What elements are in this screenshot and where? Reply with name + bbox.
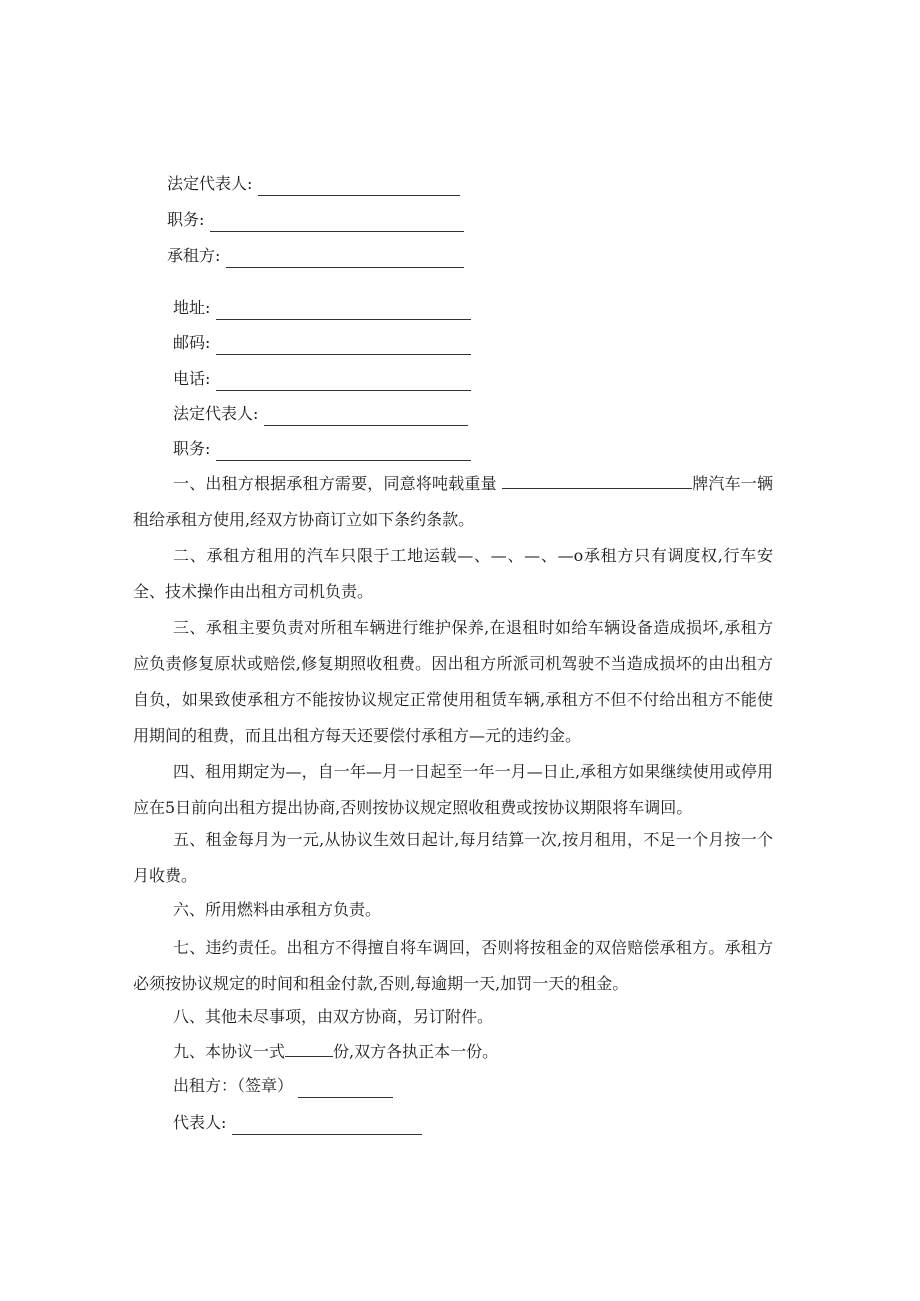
- lessee-field: [167, 244, 464, 268]
- lessor-legal-rep-field: [167, 172, 460, 196]
- copies-blank[interactable]: [285, 1038, 333, 1057]
- lessee-label: 承租方:: [167, 246, 221, 265]
- clause-1-text-b: 牌汽车一辆租给承租方使用,经双方协商订立如下条约条款。: [133, 474, 773, 529]
- position-label: 职务:: [167, 210, 205, 229]
- clause-7: 七、违约责任。出租方不得擅自将车调回，否则将按租金的双倍赔偿承租方。承租方必须按协议规定的时间和租金付款,否则,每逾期一天,加罚一天的租金。: [133, 938, 773, 993]
- lessee-position-field: [173, 437, 471, 461]
- clause-8: 八、其他未尽事项，由双方协商，另订附件。: [173, 1007, 494, 1026]
- legal-rep-blank[interactable]: [258, 177, 460, 196]
- address-blank[interactable]: [216, 301, 471, 320]
- lessor-signature-label: 出租方：（签章）: [173, 1076, 294, 1095]
- clause-9: [133, 1034, 773, 1070]
- tonnage-blank[interactable]: [502, 470, 692, 489]
- address-field: [173, 296, 471, 320]
- representative-field: [173, 1111, 422, 1135]
- clause-1: [133, 466, 773, 538]
- phone-field: [173, 367, 471, 391]
- postcode-field: [173, 331, 471, 355]
- lessee-position-label: 职务:: [173, 439, 211, 458]
- postcode-blank[interactable]: [216, 336, 471, 355]
- lessor-signature-field: [173, 1074, 393, 1098]
- lessee-position-blank[interactable]: [216, 442, 471, 461]
- clause-1-text-a: 一、出租方根据承租方需要，同意将吨载重量: [173, 474, 497, 493]
- lessee-legal-rep-blank[interactable]: [264, 407, 468, 426]
- legal-rep-label: 法定代表人:: [167, 174, 253, 193]
- clause-6: 六、所用燃料由承租方负责。: [173, 900, 382, 919]
- lessee-legal-rep-label: 法定代表人:: [173, 404, 259, 423]
- lessee-blank[interactable]: [226, 249, 464, 268]
- clause-3: 三、承租主要负责对所租车辆进行维护保养,在退租时如给车辆设备造成损坏,承租方应负责修复原状或赔偿,修复期照收租费。因出租方所派司机驾驶不当造成损坏的由出租方自负，如果致使承租方不能按协议规定正常使用租赁车辆,承租方不但不付给出租方不能使用期间的租费，而且出租方每天还要偿付承租方—元的违约金。: [133, 618, 773, 745]
- clause-4: 四、租用期定为—，自一年—月一日起至一年一月—日止,承租方如果继续使用或停用应在5日前向出租方提出协商,否则按协议规定照收租费或按协议期限将车调回。: [133, 762, 773, 817]
- lessee-legal-rep-field: [173, 402, 468, 426]
- clause-5: 五、租金每月为一元,从协议生效日起计,每月结算一次,按月租用，不足一个月按一个月收费。: [133, 830, 773, 885]
- clause-9-text-a: 九、本协议一式: [173, 1042, 286, 1061]
- phone-label: 电话:: [173, 369, 211, 388]
- postcode-label: 邮码:: [173, 333, 211, 352]
- representative-label: 代表人:: [173, 1113, 227, 1132]
- clause-2: 二、承租方租用的汽车只限于工地运载—、—、—、—o承租方只有调度权,行车安全、技术操作由出租方司机负责。: [133, 546, 773, 601]
- lessor-signature-blank[interactable]: [298, 1079, 393, 1098]
- position-blank[interactable]: [210, 213, 464, 232]
- clause-9-text-b: 份,双方各执正本一份。: [333, 1042, 499, 1061]
- representative-blank[interactable]: [232, 1116, 422, 1135]
- phone-blank[interactable]: [216, 372, 471, 391]
- address-label: 地址:: [173, 298, 211, 317]
- lessor-position-field: [167, 208, 464, 232]
